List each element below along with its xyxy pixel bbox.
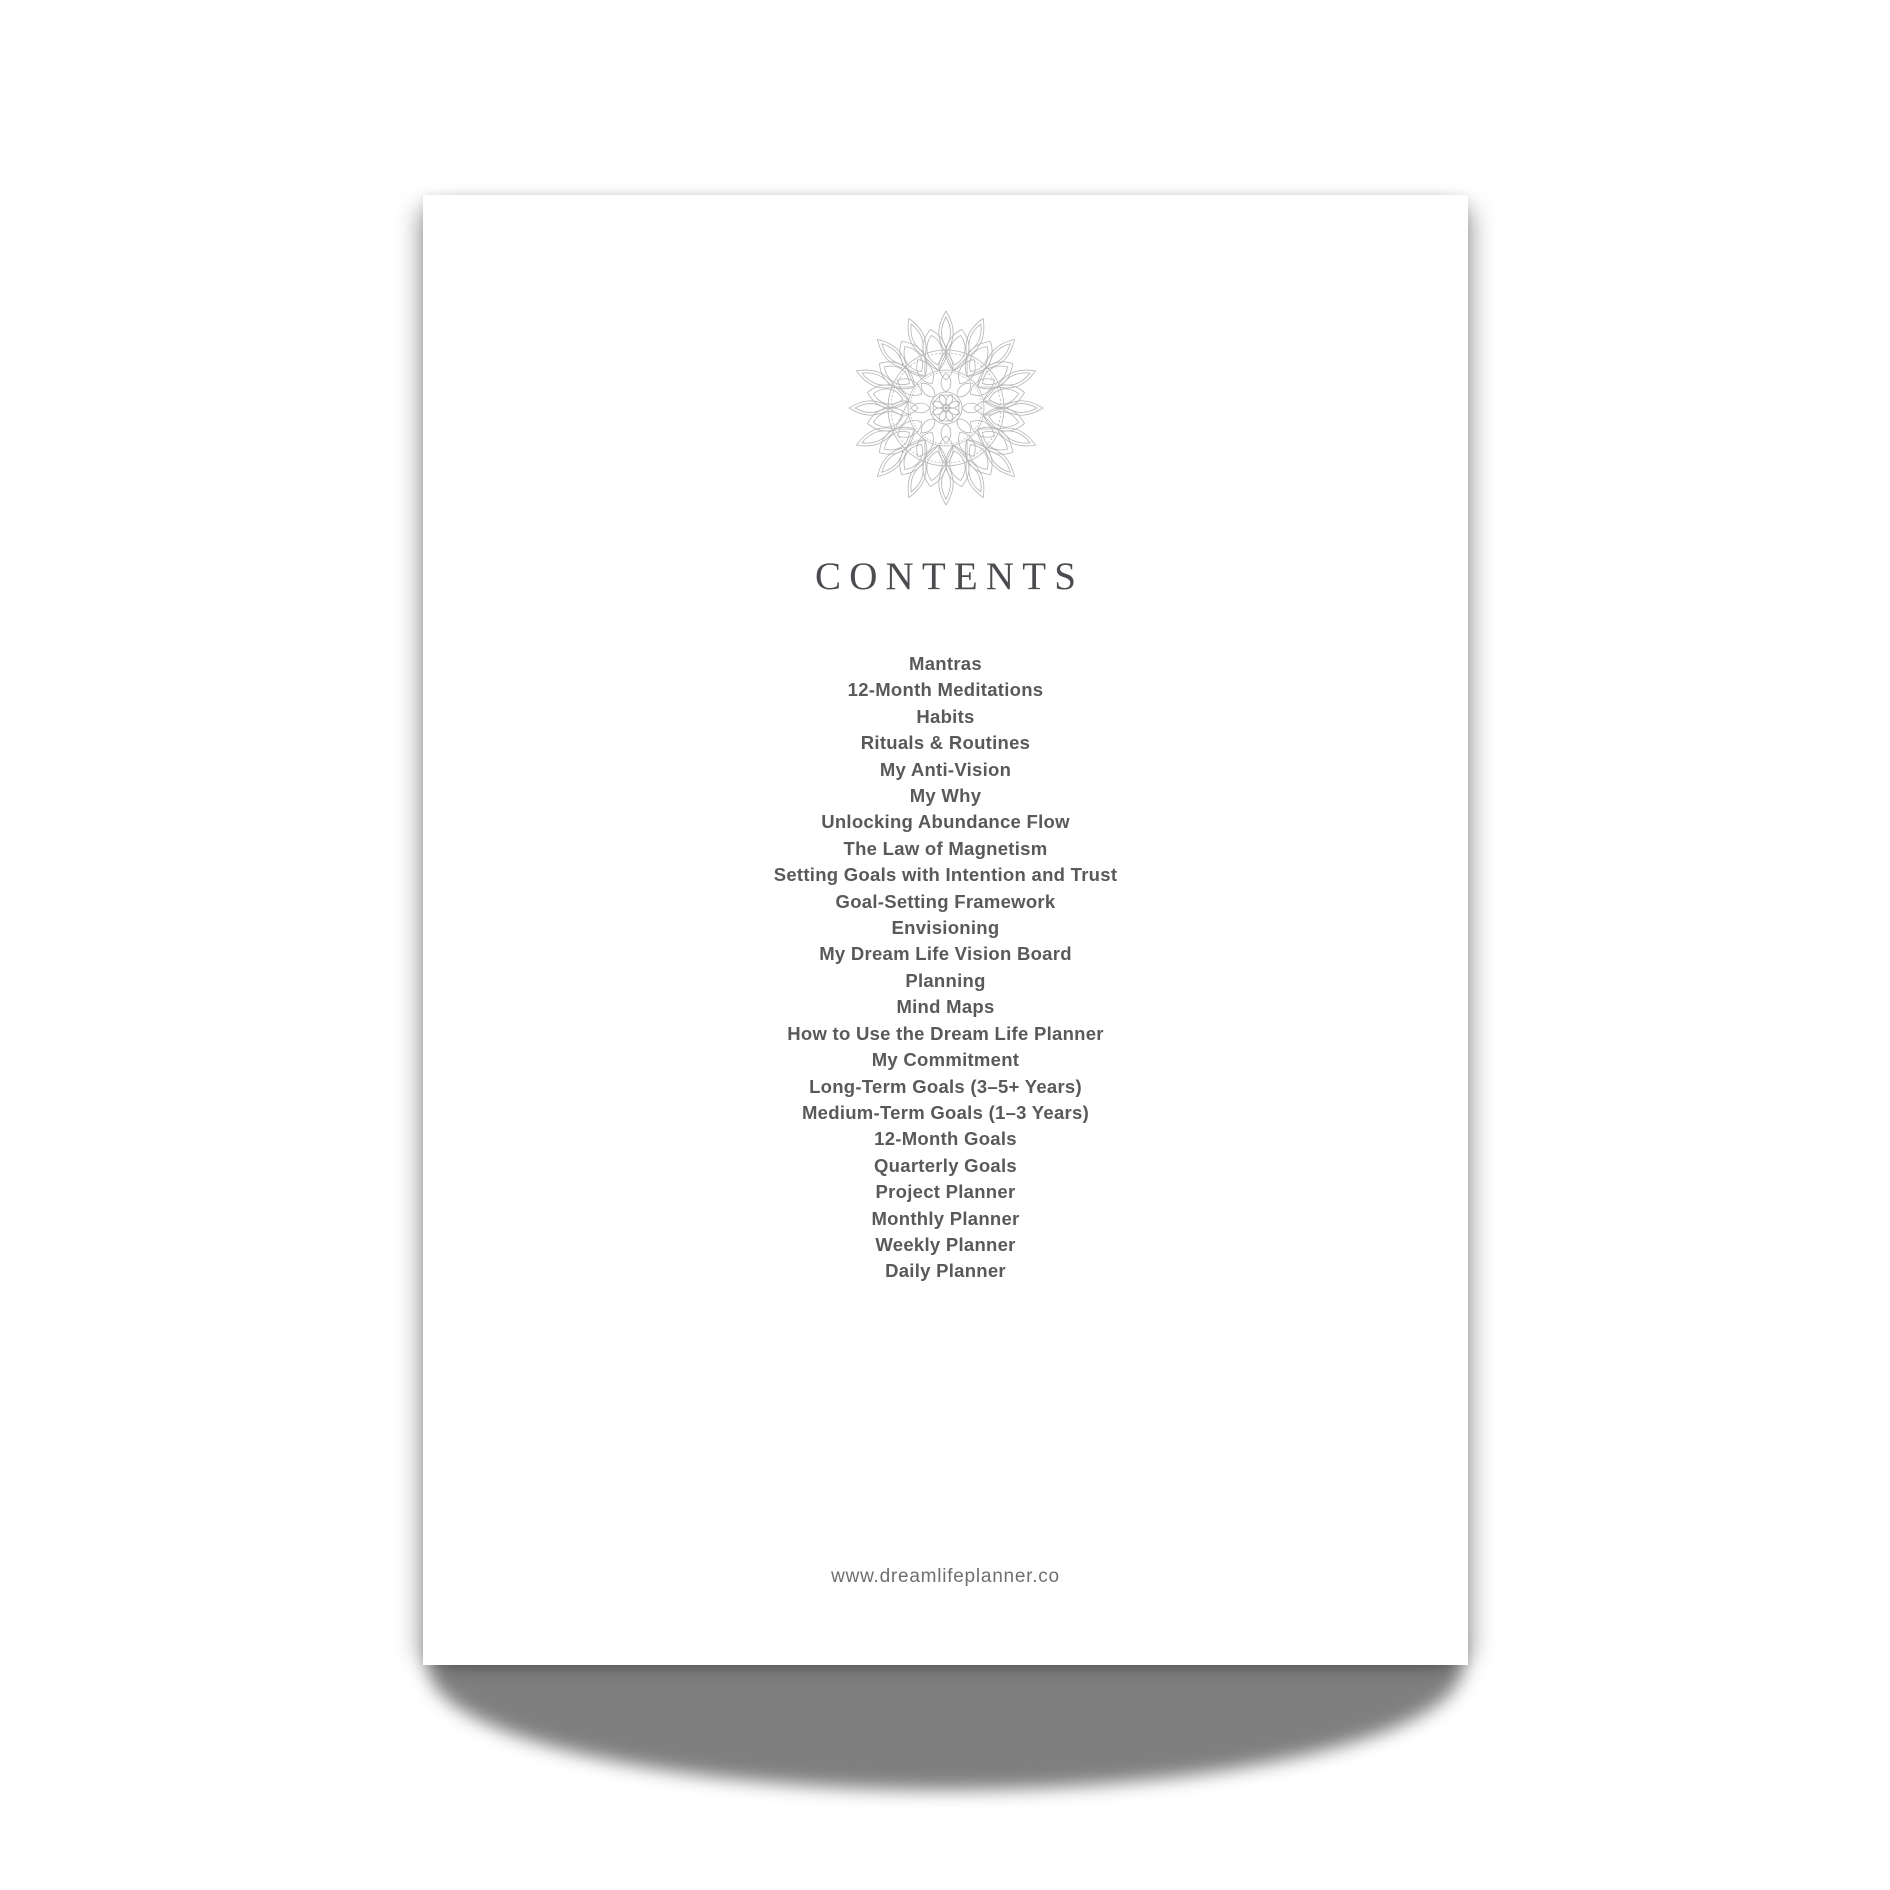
toc-item: The Law of Magnetism <box>843 837 1048 859</box>
toc-item: My Anti-Vision <box>879 758 1012 780</box>
toc-item: Monthly Planner <box>871 1207 1020 1229</box>
toc-item: 12-Month Meditations <box>847 679 1044 701</box>
toc-item: Envisioning <box>891 917 1000 939</box>
toc-item: Project Planner <box>875 1181 1016 1203</box>
toc-item: Rituals & Routines <box>860 732 1031 754</box>
toc-item: My Dream Life Vision Board <box>819 943 1072 965</box>
mandala-icon <box>846 308 1046 508</box>
toc-item: Medium-Term Goals (1–3 Years) <box>801 1101 1090 1123</box>
toc-item: How to Use the Dream Life Planner <box>787 1022 1104 1044</box>
page-title-text: CONTENTS <box>815 555 1085 598</box>
footer-url: www.dreamlifeplanner.co <box>831 1566 1060 1587</box>
toc-item: Unlocking Abundance Flow <box>821 811 1070 833</box>
page-title <box>423 553 1468 600</box>
toc-item: Goal-Setting Framework <box>835 890 1056 912</box>
toc-item: Quarterly Goals <box>874 1154 1017 1176</box>
contents-page <box>423 195 1468 1665</box>
toc-item: Habits <box>916 705 975 727</box>
toc-item: Weekly Planner <box>875 1233 1016 1255</box>
toc-item: Mind Maps <box>896 996 995 1018</box>
table-of-contents <box>423 651 1468 1285</box>
toc-item: My Commitment <box>871 1049 1020 1071</box>
toc-item: Long-Term Goals (3–5+ Years) <box>809 1075 1082 1097</box>
toc-item: Setting Goals with Intention and Trust <box>773 864 1118 886</box>
toc-item: My Why <box>909 785 982 807</box>
toc-item: 12-Month Goals <box>874 1128 1017 1150</box>
toc-item: Planning <box>905 969 986 991</box>
toc-item: Daily Planner <box>885 1260 1006 1282</box>
toc-item: Mantras <box>909 653 982 674</box>
